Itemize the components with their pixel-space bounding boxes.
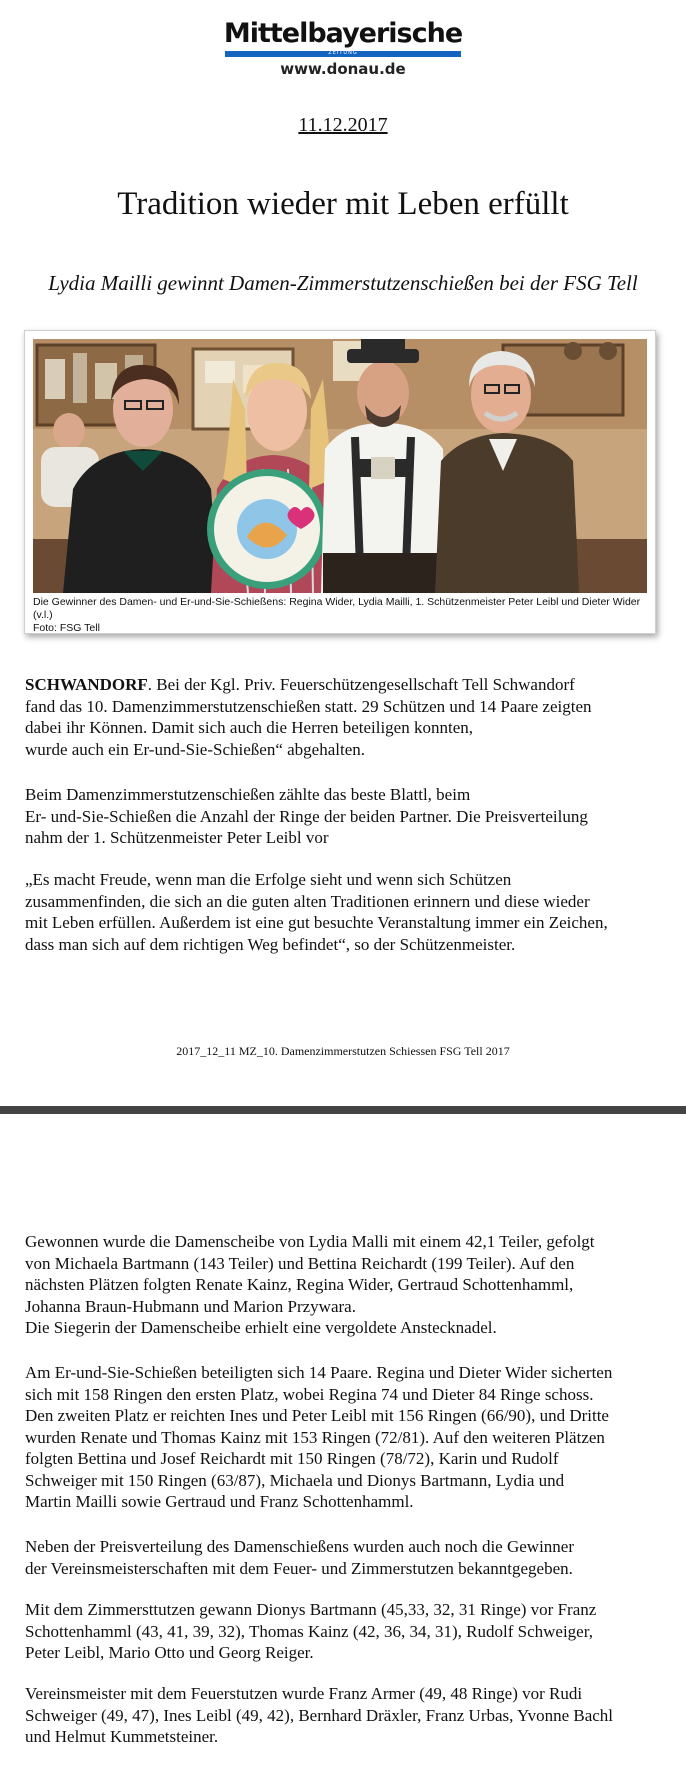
file-reference: 2017_12_11 MZ_10. Damenzimmerstutzen Schiessen FSG Tell 2017 — [176, 1044, 510, 1058]
headline: Tradition wieder mit Leben erfüllt — [117, 186, 569, 222]
text-line: Peter Leibl, Mario Otto und Georg Reiger. — [25, 1643, 314, 1662]
text-line: zusammenfinden, die sich an die guten alten Traditionen erinnern und diese wieder — [25, 891, 590, 911]
article-paragraph-6 — [25, 1536, 655, 1579]
text-line: Die Siegerin der Damenscheibe erhielt eine vergoldete Anstecknadel. — [25, 1318, 497, 1337]
newspaper-logo: Mittelbayerische — [223, 18, 463, 49]
text-line: nahm der 1. Schützenmeister Peter Leibl vor — [25, 828, 329, 847]
text-line: und Helmut Kummetsteiner. — [25, 1727, 219, 1746]
text-line: von Michaela Bartmann (143 Teiler) und Bettina Reichardt (199 Teiler). Auf den — [25, 1253, 575, 1273]
article-paragraph-5 — [25, 1362, 655, 1513]
text-line: Beim Damenzimmerstutzenschießen zählte das beste Blattl, beim — [25, 785, 471, 804]
article-paragraph-1 — [25, 674, 655, 760]
page-divider — [0, 1106, 686, 1114]
text-line: Johanna Braun-Hubmann und Marion Przywara. — [25, 1296, 356, 1316]
photo-caption — [33, 596, 647, 635]
masthead — [0, 18, 686, 78]
article-paragraph-8 — [25, 1683, 655, 1748]
text-line: Gewonnen wurde die Damenscheibe von Lydia Malli mit einem 42,1 Teiler, gefolgt — [25, 1232, 595, 1251]
photo-caption-text: Die Gewinner des Damen- und Er-und-Sie-Schießens: Regina Wider, Lydia Mailli, 1. Schützenmeister Peter Leibl und Dieter Wider (v.l.) — [33, 596, 641, 621]
text-line: Mit dem Zimmersttutzen gewann Dionys Bartmann (45,33, 32, 31 Ringe) vor Franz — [25, 1600, 597, 1619]
article-paragraph-2 — [25, 784, 655, 849]
text-line: Den zweiten Platz er reichten Ines und Peter Leibl mit 156 Ringen (66/90), und Dritte — [25, 1406, 609, 1425]
text-line: dass man sich auf dem richtigen Weg befindet“, so der Schützenmeister. — [25, 934, 516, 954]
article-paragraph-4 — [25, 1231, 655, 1339]
text-line: Neben der Preisverteilung des Damenschießens wurden auch noch die Gewinner — [25, 1537, 575, 1556]
text-line: Vereinsmeister mit dem Feuerstutzen wurde Franz Armer (49, 48 Ringe) vor Rudi — [25, 1684, 583, 1703]
dateline: SCHWANDORF — [25, 675, 148, 694]
text-line: wurde auch ein Er-und-Sie-Schießen“ abgehalten. — [25, 739, 365, 759]
photo-credit: Foto: FSG Tell — [33, 622, 100, 634]
text-line: mit Leben erfüllen. Außerdem ist eine gut besuchte Veranstaltung immer ein Zeichen, — [25, 913, 608, 932]
newspaper-url: www.donau.de — [280, 60, 406, 78]
text-line: folgten Bettina und Josef Reichardt mit 150 Ringen (78/72), Karin und Rudolf — [25, 1449, 559, 1468]
text-line: Am Er-und-Sie-Schießen beteiligten sich 14 Paare. Regina und Dieter Wider sicherten — [25, 1363, 613, 1382]
text-line: dabei ihr Können. Damit sich auch die Herren beteiligen konnten, — [25, 718, 473, 737]
logo-underline — [225, 51, 461, 57]
subheadline: Lydia Mailli gewinnt Damen-Zimmerstutzenschießen bei der FSG Tell — [48, 271, 638, 295]
text-line: wurden Renate und Thomas Kainz mit 153 Ringen (72/81). Auf den weiteren Plätzen — [25, 1427, 605, 1447]
text-line: der Vereinsmeisterschaften mit dem Feuer- und Zimmerstutzen bekanntgegeben. — [25, 1558, 573, 1578]
article-photo — [33, 339, 647, 593]
article-paragraph-3 — [25, 869, 655, 955]
text-line: Schweiger (49, 47), Ines Leibl (49, 42), Bernhard Dräxler, Franz Urbas, Yvonne Bachl — [25, 1705, 614, 1725]
text-line: „Es macht Freude, wenn man die Erfolge sieht und wenn sich Schützen — [25, 870, 512, 889]
text-line: Schweiger mit 150 Ringen (63/87), Michaela und Dionys Bartmann, Lydia und — [25, 1470, 565, 1490]
text-line: Martin Mailli sowie Gertraud und Franz Schottenhamml. — [25, 1492, 414, 1511]
text-line: sich mit 158 Ringen den ersten Platz, wobei Regina 74 und Dieter 84 Ringe schoss. — [25, 1384, 594, 1404]
article-date: 11.12.2017 — [298, 114, 388, 136]
text-line: Schottenhamml (43, 41, 39, 32), Thomas Kainz (42, 36, 34, 31), Rudolf Schweiger, — [25, 1621, 593, 1641]
article-paragraph-7 — [25, 1599, 655, 1664]
logo-tagline: ZEITUNG — [328, 50, 358, 56]
photo-frame — [24, 330, 656, 634]
text-line: fand das 10. Damenzimmerstutzenschießen statt. 29 Schützen und 14 Paare zeigten — [25, 696, 592, 716]
text-line: nächsten Plätzen folgten Renate Kainz, Regina Wider, Gertraud Schottenhamml, — [25, 1275, 574, 1294]
text-line: . Bei der Kgl. Priv. Feuerschützengesellschaft Tell Schwandorf — [147, 675, 575, 694]
text-line: Er- und-Sie-Schießen die Anzahl der Ringe der beiden Partner. Die Preisverteilung — [25, 806, 588, 826]
